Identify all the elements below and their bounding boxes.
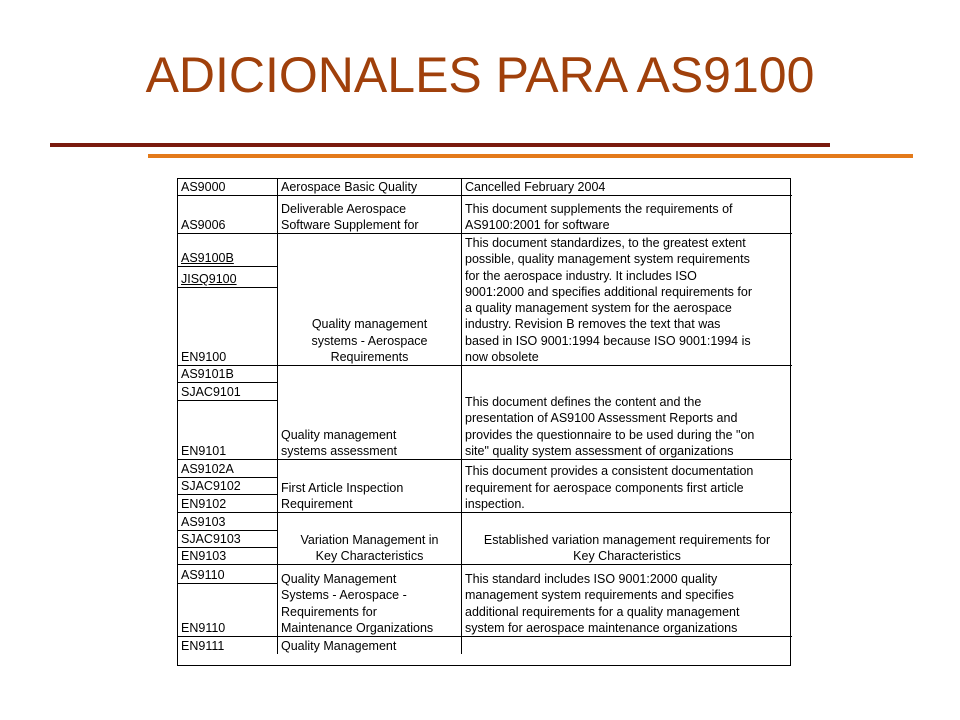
name-cell: First Article Inspection Requirement [278,460,462,513]
code-cell: EN9111 [178,637,278,654]
name-cell: Aerospace Basic Quality [278,179,462,196]
code-cell: AS9103 [178,513,278,531]
code-cell: AS9110 [178,565,278,584]
description-cell: This document supplements the requirements of AS9100:2001 for software [462,196,792,234]
description-cell: This document standardizes, to the greatest extent possible, quality management system requirements for the aerospace industry. It includes ISO 9001:2000 and specifies additional requirements for a quality management system for the aerospace industry. Revision B removes the text that was based in ISO 9001:1994 because ISO 9001:1994 is now obsolete [462,234,792,366]
code-cell: SJAC9103 [178,531,278,548]
name-cell: Quality Management [278,637,462,654]
name-cell: Quality management systems assessment [278,366,462,460]
description-cell: Cancelled February 2004 [462,179,792,196]
description-cell [462,637,792,654]
standards-table [177,178,791,666]
slide-title: ADICIONALES PARA AS9100 [145,47,815,103]
code-cell: AS9101B [178,366,278,383]
code-cell: AS9100B [178,234,278,267]
name-cell: Quality Management Systems - Aerospace - Requirements for Maintenance Organizations [278,565,462,637]
code-cell: JISQ9100 [178,267,278,288]
code-cell: AS9000 [178,179,278,196]
title-underline-orange [148,154,913,158]
description-cell: This document provides a consistent documentation requirement for aerospace components first article inspection. [462,460,792,513]
code-cell: SJAC9101 [178,383,278,401]
description-cell: Established variation management requirements for Key Characteristics [462,513,792,565]
name-cell: Variation Management in Key Characteristics [278,513,462,565]
code-cell: AS9102A [178,460,278,478]
code-cell: EN9103 [178,548,278,565]
code-cell: EN9100 [178,288,278,366]
title-underline-dark [50,143,830,147]
name-cell: Deliverable Aerospace Software Supplement for [278,196,462,234]
code-cell: EN9110 [178,584,278,637]
code-cell: EN9102 [178,495,278,513]
code-cell: SJAC9102 [178,478,278,495]
description-cell: This standard includes ISO 9001:2000 quality management system requirements and specifies additional requirements for a quality management system for aerospace maintenance organizations [462,565,792,637]
description-cell: This document defines the content and the presentation of AS9100 Assessment Reports and provides the questionnaire to be used during the "on site" quality system assessment of organizations [462,366,792,460]
name-cell: Quality management systems - Aerospace Requirements [278,234,462,366]
code-cell: EN9101 [178,401,278,460]
code-cell: AS9006 [178,196,278,234]
